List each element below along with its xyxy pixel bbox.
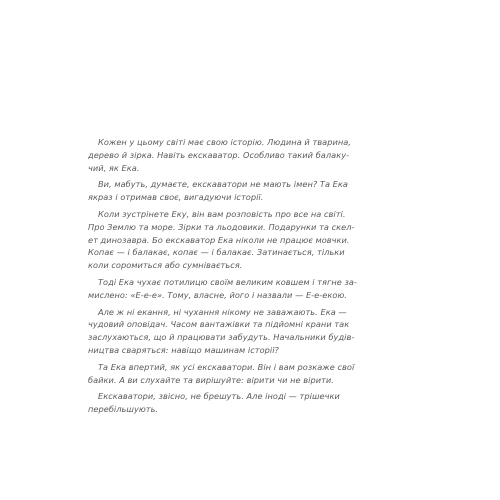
- paragraph: [88, 136, 388, 174]
- text-line: Кожен у цьому світі має свою історію. Людина й тварина,: [98, 137, 351, 147]
- text-line: Але ж ні екання, ні чухання нікому не заважають. Ека —: [98, 306, 347, 317]
- text-line: коли соромиться або сумнівається.: [88, 260, 243, 271]
- text-line: Тоді Ека чухає потилицю своїм великим ковшем і тягне за-: [98, 276, 357, 287]
- text-line: ництва сваряться: навіщо машинам історії?: [88, 344, 279, 355]
- paragraph: [88, 361, 388, 387]
- text-line: якраз і отримав своє, вигадуючи історії.: [88, 192, 264, 203]
- paragraph: [88, 306, 388, 357]
- text-line: дерево й зірка. Навіть екскаватор. Особливо такий балаку-: [88, 149, 350, 160]
- text-line: чий, як Ека.: [88, 162, 140, 173]
- text-line: Ви, мабуть, думаєте, екскаватори не мають імен? Та Ека: [98, 179, 348, 190]
- paragraph: [88, 390, 388, 416]
- paragraph: [88, 178, 388, 204]
- paragraph: [88, 208, 388, 272]
- text-line: ет динозавра. Бо екскаватор Ека ніколи не працює мовчки.: [88, 234, 350, 245]
- story-text: [88, 136, 388, 420]
- text-line: чудовий оповідач. Часом вантажівки та підйомні крани так: [88, 319, 350, 330]
- text-line: Екскаватори, звісно, не брешуть. Але іноді — трішечки: [98, 391, 340, 402]
- text-line: перебільшують.: [88, 404, 159, 415]
- text-line: Коли зустрінете Еку, він вам розповість про все на світі.: [98, 208, 346, 219]
- text-line: Про Землю та море. Зірки та льодовики. Подарунки та скел-: [88, 221, 355, 232]
- text-line: байки. А ви слухайте та вирішуйте: вірити чи не вірити.: [88, 374, 334, 385]
- text-line: мислено: «Е-е-е». Тому, власне, його і назвали — Е-е-екою.: [88, 289, 348, 300]
- text-line: заслухаються, що й працювати забудуть. Начальники будів-: [88, 332, 355, 343]
- paragraph: [88, 276, 388, 302]
- text-line: Та Ека впертий, як усі екскаватори. Він і вам розкаже свої: [98, 361, 355, 372]
- text-line: Копає — і балакає, копає — і балакає. Затинається, тільки: [88, 247, 345, 258]
